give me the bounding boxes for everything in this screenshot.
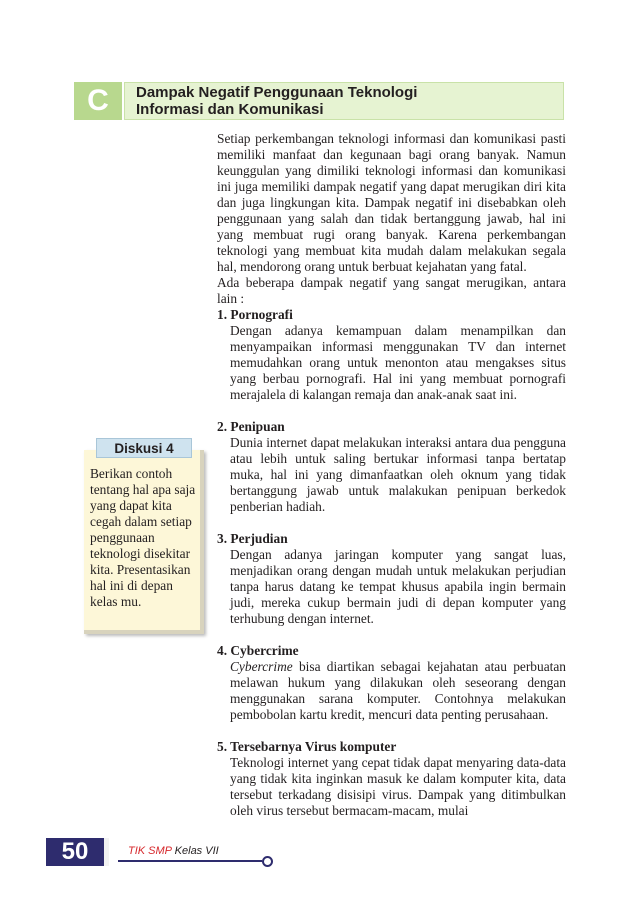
item-body: Dengan adanya jaringan komputer yang sangat luas, menjadikan orang dengan mudah untuk melakukan perjudian tanpa harus datang ke tempat khusus apabila ingin bermain judi, mereka cukup bermain judi di depan komputer yang terhubung dengan internet. — [230, 547, 566, 626]
intro-paragraph: Setiap perkembangan teknologi informasi dan komunikasi pasti memiliki manfaat dan kegunaan bagi orang banyak. Namun keunggulan yang dimiliki teknologi informasi dan komunikasi ini juga memiliki dampak negatif yang dapat merugikan diri kita dan juga lingkungan kita. Dampak negatif ini disebabkan oleh penggunaan yang salah dan tidak bertanggung jawab, hal ini yang membuat rugi orang banyak. Karena perkembangan teknologi yang membuat kita mudah dalam melakukan segala hal, mendorong orang untuk berbuat kejahatan yang fatal. — [217, 131, 566, 274]
item-body-rest: bisa diartikan sebagai kejahatan atau perbuatan melawan hukum yang dilakukan oleh seseorang dengan menggunakan sarana komputer. Contohnya melakukan pembobolan kartu kredit, mencuri data penting perusahaan. — [230, 659, 566, 722]
section-title — [136, 84, 536, 118]
footer-book-title — [128, 845, 219, 857]
section-letter-badge: C — [74, 82, 122, 120]
list-item — [217, 739, 566, 819]
body-text — [217, 131, 566, 819]
page-number: 50 — [46, 838, 104, 866]
item-title: 2. Penipuan — [217, 419, 285, 434]
diskusi-text: Berikan contoh tentang hal apa saja yang dapat kita cegah dalam setiap penggunaan teknologi disekitar kita. Presentasikan hal ini di depan kelas mu. — [90, 466, 196, 609]
diskusi-title: Diskusi 4 — [96, 438, 192, 458]
list-item — [217, 531, 566, 627]
item-title: 4. Cybercrime — [217, 643, 299, 658]
item-body: Dengan adanya kemampuan dalam menampilkan dan menyampaikan informasi menggunakan TV dan internet memudahkan orang untuk menonton atau mengakses situs yang berbau pornografi. Hal ini yang membuat pornografi merajalela di kalangan remaja dan anak-anak saat ini. — [230, 323, 566, 402]
footer-book-tik: TIK SMP — [128, 845, 172, 857]
item-body — [230, 659, 566, 723]
footer-rule — [118, 860, 262, 862]
item-body-emphasis: Cybercrime — [230, 659, 293, 674]
item-title: 1. Pornografi — [217, 307, 293, 322]
item-body: Teknologi internet yang cepat tidak dapat menyaring data-data yang tidak kita inginkan masuk ke dalam komputer kita, data tersebut terkadang disisipi virus. Dampak yang ditimbulkan oleh virus tersebut bermacam-macam, mulai — [230, 755, 566, 818]
list-item — [217, 643, 566, 723]
item-body: Dunia internet dapat melakukan interaksi antara dua pengguna atau lebih untuk saling bertukar informasi tanpa bertatap muka, hal ini yang dimanfaatkan oleh oknum yang tidak bertanggung jawab untuk malakukan penipuan berkedok penberian hadiah. — [230, 435, 566, 514]
intro-lead: Ada beberapa dampak negatif yang sangat merugikan, antara lain : — [217, 275, 566, 306]
item-title: 5. Tersebarnya Virus komputer — [217, 739, 397, 754]
section-title-line2: Informasi dan Komunikasi — [136, 101, 324, 118]
footer-accent — [104, 838, 109, 866]
list-item — [217, 307, 566, 403]
footer-book-rest: Kelas VII — [171, 845, 219, 857]
section-title-line1: Dampak Negatif Penggunaan Teknologi — [136, 84, 418, 101]
item-title: 3. Perjudian — [217, 531, 288, 546]
footer-rule-dot — [262, 856, 273, 867]
list-item — [217, 419, 566, 515]
